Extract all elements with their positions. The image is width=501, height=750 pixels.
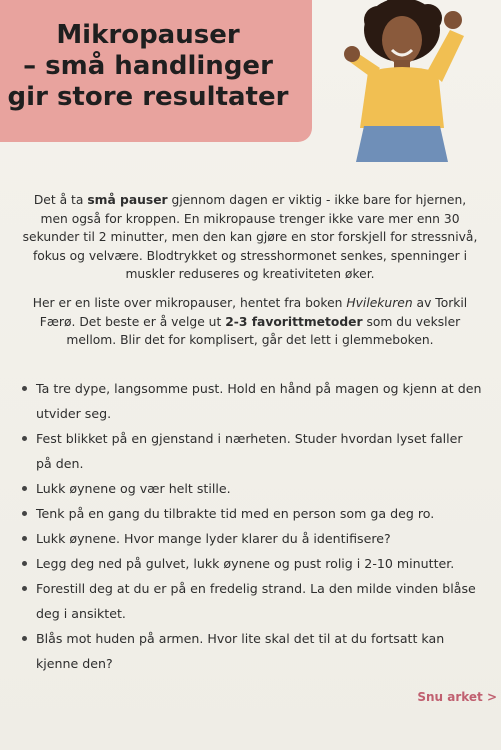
list-item: Blås mot huden på armen. Hvor lite skal det til at du fortsatt kan kjenne den? [22,626,482,676]
turn-page-label: Snu arket > [417,690,497,704]
list-item: Forestill deg at du er på en fredelig strand. La den milde vinden blåse deg i ansiktet. [22,576,482,626]
list-item: Ta tre dype, langsomme pust. Hold en hånd på magen og kjenn at den utvider seg. [22,376,482,426]
list-item: Tenk på en gang du tilbrakte tid med en person som ga deg ro. [22,501,482,526]
micropause-list [22,376,482,676]
title-banner [0,0,312,142]
intro-paragraph: Det å ta små pauser gjennom dagen er viktig - ikke bare for hjernen, men også for kroppen. En mikropause trenger ikke vare mer enn 30 sekunder til 2 minutter, men den kan gjøre en stor forskjell for stressnivå, fokus og velvære. Blodtrykket og stresshormonet senkes, spenninger i muskler reduseres og kreativiteten øker. [22,193,478,282]
source-paragraph: Her er en liste over mikropauser, hentet fra boken Hvilekuren av Torkil Færø. Det beste er å velge ut 2-3 favorittmetoder som du veksler mellom. Blir det for komplisert, går det lett i glemmeboken. [32,296,468,348]
list-item: Lukk øynene. Hvor mange lyder klarer du å identifisere? [22,526,482,551]
list-item: Lukk øynene og vær helt stille. [22,476,482,501]
list-item: Legg deg ned på gulvet, lukk øynene og pust rolig i 2-10 minutter. [22,551,482,576]
list-item: Fest blikket på en gjenstand i nærheten. Studer hvordan lyset faller på den. [22,426,482,476]
person-illustration [330,0,501,162]
page-title: Mikropauser – små handlinger gir store resultater [7,20,289,112]
